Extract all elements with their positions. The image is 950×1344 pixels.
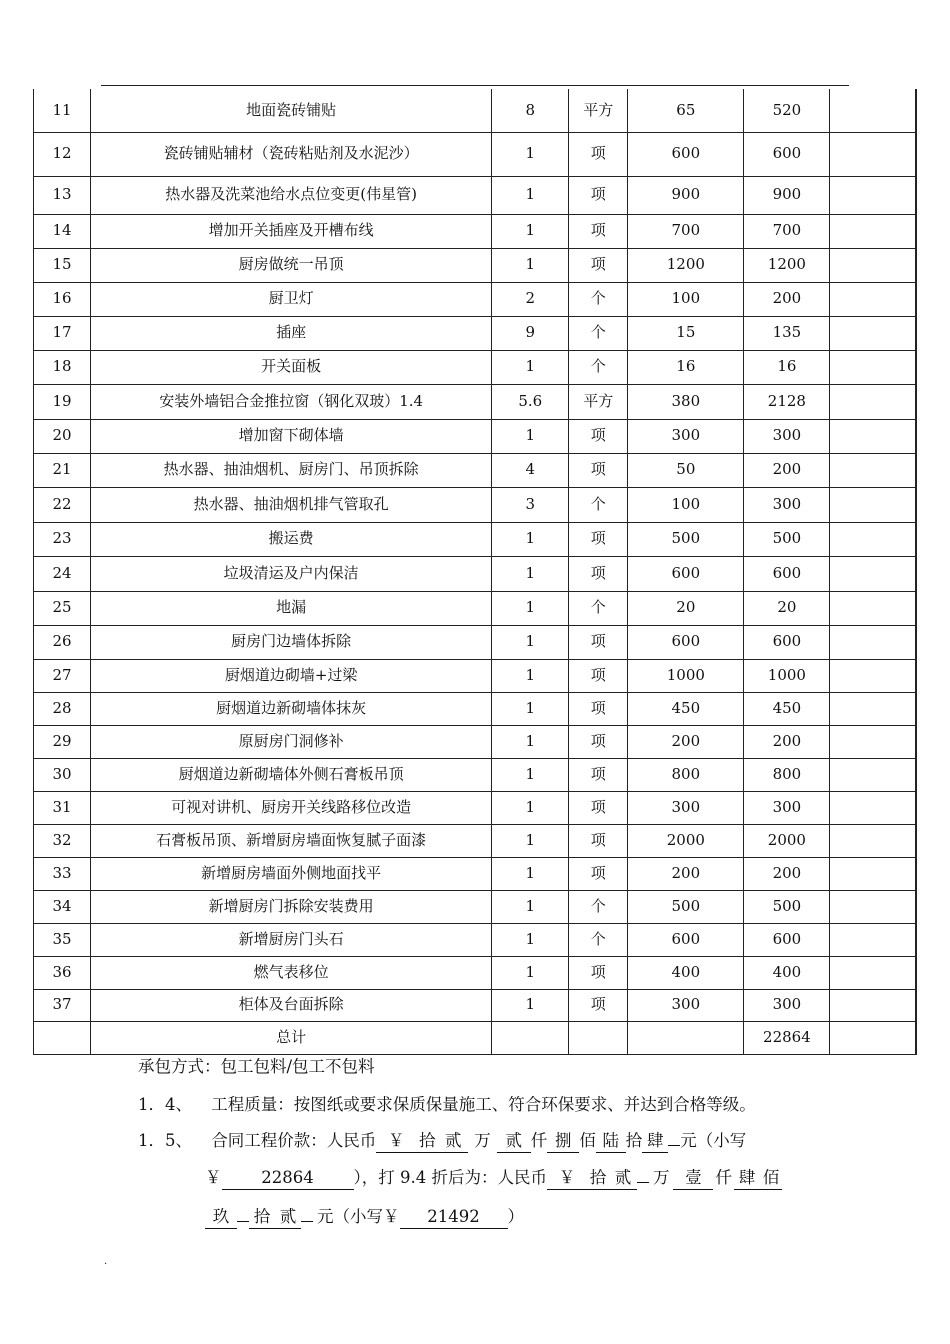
table-row	[34, 956, 917, 989]
table-row	[34, 591, 917, 625]
cell-item: 厨房做统一吊顶	[91, 248, 492, 282]
cell-price: 900	[628, 176, 744, 214]
cell-total: 1200	[744, 248, 830, 282]
cell-no: 15	[34, 248, 91, 282]
table-row	[34, 316, 917, 350]
table-row	[34, 556, 917, 591]
cell-total: 520	[744, 89, 830, 132]
cell-unit: 项	[569, 791, 628, 824]
cell-item: 地漏	[91, 591, 492, 625]
cell-note	[830, 758, 916, 791]
price-label: 合同工程价款：人民币	[211, 1131, 377, 1150]
cell-unit: 项	[569, 824, 628, 857]
amount-digit: 陆	[596, 1130, 626, 1153]
cell-no: 17	[34, 316, 91, 350]
yen-sign: ￥	[205, 1168, 222, 1187]
cell-total: 300	[744, 989, 830, 1021]
table-row	[34, 89, 917, 132]
amount-digit: 捌	[547, 1130, 579, 1153]
amount-blank	[637, 1182, 649, 1183]
cell-unit: 项	[569, 989, 628, 1021]
table-row	[34, 923, 917, 956]
cell-note	[830, 384, 916, 419]
cell-note	[830, 248, 916, 282]
cell-unit: 项	[569, 248, 628, 282]
cell-no: 26	[34, 625, 91, 659]
cell-note	[830, 556, 916, 591]
summary-empty-cell	[569, 1021, 628, 1054]
amount-unit: 元（小写	[680, 1131, 747, 1150]
summary-empty-cell	[628, 1021, 744, 1054]
cell-total: 300	[744, 419, 830, 453]
cell-note	[830, 591, 916, 625]
cell-item: 新增厨房墙面外侧地面找平	[91, 857, 492, 890]
cell-qty: 9	[492, 316, 569, 350]
yen-sign: ￥	[547, 1167, 587, 1190]
cell-total: 900	[744, 176, 830, 214]
cell-price: 1200	[628, 248, 744, 282]
table-row	[34, 692, 917, 725]
amount-unit: 仟	[530, 1131, 548, 1150]
price-clause-line-1	[138, 1129, 746, 1153]
cell-unit: 项	[569, 692, 628, 725]
contract-mode: 承包方式：包工包料/包工不包料	[138, 1057, 375, 1076]
cell-qty: 4	[492, 453, 569, 487]
amount-unit: 拾	[625, 1131, 643, 1150]
cell-no: 22	[34, 487, 91, 522]
cell-item: 柜体及台面拆除	[91, 989, 492, 1021]
cell-price: 300	[628, 989, 744, 1021]
cell-unit: 项	[569, 132, 628, 176]
cell-qty: 1	[492, 824, 569, 857]
cell-unit: 项	[569, 453, 628, 487]
cell-price: 500	[628, 522, 744, 556]
cell-item: 安装外墙铝合金推拉窗（钢化双玻）1.4	[91, 384, 492, 419]
table-row	[34, 625, 917, 659]
cell-unit: 个	[569, 890, 628, 923]
cell-price: 380	[628, 384, 744, 419]
cell-qty: 1	[492, 214, 569, 248]
cell-unit: 个	[569, 923, 628, 956]
cell-note	[830, 89, 916, 132]
cell-item: 增加窗下砌体墙	[91, 419, 492, 453]
cell-total: 600	[744, 923, 830, 956]
cell-unit: 个	[569, 316, 628, 350]
amount-unit: 万	[652, 1168, 670, 1187]
table-row	[34, 758, 917, 791]
cell-note	[830, 890, 916, 923]
amount-figure: 22864	[222, 1167, 354, 1190]
cell-price: 20	[628, 591, 744, 625]
cell-price: 700	[628, 214, 744, 248]
summary-empty-cell	[830, 1021, 916, 1054]
cell-total: 500	[744, 890, 830, 923]
cell-note	[830, 956, 916, 989]
cell-total: 600	[744, 556, 830, 591]
cell-note	[830, 692, 916, 725]
amount-unit: 佰	[579, 1131, 596, 1150]
cell-total: 16	[744, 350, 830, 384]
cell-price: 600	[628, 625, 744, 659]
cell-total: 500	[744, 522, 830, 556]
cell-total: 2000	[744, 824, 830, 857]
cell-unit: 个	[569, 350, 628, 384]
cell-qty: 1	[492, 791, 569, 824]
price-clause-line-2	[205, 1166, 782, 1190]
cell-no: 33	[34, 857, 91, 890]
cell-price: 300	[628, 791, 744, 824]
cell-unit: 个	[569, 487, 628, 522]
amount-unit: 万	[474, 1131, 491, 1150]
cell-no: 16	[34, 282, 91, 316]
cell-price: 500	[628, 890, 744, 923]
cell-unit: 项	[569, 214, 628, 248]
clause-number: 1．4、	[138, 1095, 192, 1114]
cell-note	[830, 453, 916, 487]
cell-no: 36	[34, 956, 91, 989]
cell-no: 11	[34, 89, 91, 132]
summary-row	[34, 1021, 917, 1054]
cell-total: 200	[744, 282, 830, 316]
cell-item: 石膏板吊顶、新增厨房墙面恢复腻子面漆	[91, 824, 492, 857]
cell-total: 200	[744, 725, 830, 758]
cell-unit: 项	[569, 176, 628, 214]
table-row	[34, 522, 917, 556]
cell-item: 新增厨房门头石	[91, 923, 492, 956]
cell-price: 1000	[628, 659, 744, 692]
page-dot: .	[104, 1256, 108, 1267]
table-row	[34, 791, 917, 824]
cell-no: 31	[34, 791, 91, 824]
table-row	[34, 857, 917, 890]
cell-note	[830, 791, 916, 824]
cell-qty: 1	[492, 758, 569, 791]
table-row	[34, 659, 917, 692]
amount-unit: 拾	[249, 1206, 275, 1229]
cell-item: 厨烟道边新砌墙体抹灰	[91, 692, 492, 725]
cell-price: 600	[628, 923, 744, 956]
cell-qty: 1	[492, 176, 569, 214]
cell-price: 450	[628, 692, 744, 725]
cell-total: 2128	[744, 384, 830, 419]
cell-qty: 1	[492, 659, 569, 692]
cell-note	[830, 625, 916, 659]
cell-total: 600	[744, 625, 830, 659]
closing-paren: ）	[507, 1207, 524, 1226]
amount-blank	[237, 1221, 249, 1222]
cell-note	[830, 419, 916, 453]
cell-unit: 项	[569, 857, 628, 890]
cell-item: 热水器及洗菜池给水点位变更(伟星管)	[91, 176, 492, 214]
amount-digit: 肆	[642, 1130, 668, 1153]
table-body	[34, 89, 917, 1054]
table-row	[34, 989, 917, 1021]
cell-no: 29	[34, 725, 91, 758]
cell-item: 增加开关插座及开槽布线	[91, 214, 492, 248]
cell-item: 插座	[91, 316, 492, 350]
cell-item: 开关面板	[91, 350, 492, 384]
cell-price: 16	[628, 350, 744, 384]
clause-number: 1．5、	[138, 1131, 192, 1150]
amount-unit: 元（小写￥	[317, 1207, 400, 1226]
cell-unit: 项	[569, 419, 628, 453]
cell-note	[830, 824, 916, 857]
cell-total: 300	[744, 487, 830, 522]
header-rule	[101, 85, 849, 86]
table-row	[34, 453, 917, 487]
cell-item: 可视对讲机、厨房开关线路移位改造	[91, 791, 492, 824]
cell-note	[830, 522, 916, 556]
cell-unit: 项	[569, 556, 628, 591]
cell-total: 20	[744, 591, 830, 625]
cell-no: 32	[34, 824, 91, 857]
cell-price: 200	[628, 857, 744, 890]
cell-no: 20	[34, 419, 91, 453]
cell-qty: 1	[492, 419, 569, 453]
summary-empty-cell	[492, 1021, 569, 1054]
cell-qty: 1	[492, 248, 569, 282]
cell-qty: 1	[492, 522, 569, 556]
cell-total: 700	[744, 214, 830, 248]
amount-unit: 佰	[760, 1167, 782, 1190]
amount-digit: 贰	[438, 1130, 468, 1153]
cell-total: 200	[744, 857, 830, 890]
cell-no: 37	[34, 989, 91, 1021]
cell-qty: 8	[492, 89, 569, 132]
cell-no: 28	[34, 692, 91, 725]
cell-total: 450	[744, 692, 830, 725]
cell-qty: 1	[492, 625, 569, 659]
summary-total: 22864	[744, 1021, 830, 1054]
cell-price: 200	[628, 725, 744, 758]
cell-total: 135	[744, 316, 830, 350]
amount-digit: 玖	[205, 1206, 237, 1229]
cell-item: 厨房门边墙体拆除	[91, 625, 492, 659]
cell-note	[830, 857, 916, 890]
table-row	[34, 890, 917, 923]
cell-total: 800	[744, 758, 830, 791]
cell-note	[830, 923, 916, 956]
cell-price: 2000	[628, 824, 744, 857]
cell-no: 12	[34, 132, 91, 176]
cell-total: 1000	[744, 659, 830, 692]
cell-unit: 项	[569, 625, 628, 659]
amount-digit: 贰	[609, 1167, 637, 1190]
cell-unit: 项	[569, 758, 628, 791]
cell-no: 34	[34, 890, 91, 923]
cell-note	[830, 350, 916, 384]
cell-qty: 1	[492, 692, 569, 725]
cell-price: 600	[628, 556, 744, 591]
amount-digit: 拾	[587, 1167, 609, 1190]
cell-price: 400	[628, 956, 744, 989]
cell-qty: 1	[492, 923, 569, 956]
cell-price: 50	[628, 453, 744, 487]
cell-item: 原厨房门洞修补	[91, 725, 492, 758]
cell-total: 600	[744, 132, 830, 176]
cell-unit: 个	[569, 282, 628, 316]
table-row	[34, 350, 917, 384]
cell-no: 23	[34, 522, 91, 556]
cell-item: 厨烟道边新砌墙体外侧石膏板吊顶	[91, 758, 492, 791]
cell-qty: 3	[492, 487, 569, 522]
cell-price: 800	[628, 758, 744, 791]
cell-no: 35	[34, 923, 91, 956]
table-row	[34, 248, 917, 282]
amount-digit: 贰	[275, 1206, 301, 1229]
summary-label: 总计	[91, 1021, 492, 1054]
amount-digit: 贰	[497, 1130, 531, 1153]
cell-no: 18	[34, 350, 91, 384]
table-row	[34, 725, 917, 758]
clause-text: 工程质量：按图纸或要求保质保量施工、符合环保要求、并达到合格等级。	[211, 1095, 756, 1114]
cell-price: 600	[628, 132, 744, 176]
table-row	[34, 214, 917, 248]
cell-item: 燃气表移位	[91, 956, 492, 989]
table-row	[34, 384, 917, 419]
amount-digit: 壹	[673, 1167, 713, 1190]
cell-unit: 项	[569, 725, 628, 758]
cell-unit: 项	[569, 659, 628, 692]
cell-no: 27	[34, 659, 91, 692]
cell-no: 13	[34, 176, 91, 214]
cell-total: 300	[744, 791, 830, 824]
amount-digit: 肆	[734, 1167, 760, 1190]
cell-note	[830, 282, 916, 316]
amount-blank	[668, 1145, 680, 1146]
cell-qty: 1	[492, 956, 569, 989]
table-row	[34, 824, 917, 857]
amount-blank	[301, 1221, 313, 1222]
cell-unit: 项	[569, 956, 628, 989]
cell-note	[830, 725, 916, 758]
cell-note	[830, 214, 916, 248]
cell-item: 厨烟道边砌墙+过梁	[91, 659, 492, 692]
amount-unit: 仟	[715, 1168, 732, 1187]
price-clause-line-3	[205, 1205, 524, 1229]
cell-unit: 项	[569, 522, 628, 556]
cell-price: 100	[628, 487, 744, 522]
cell-no: 21	[34, 453, 91, 487]
table-row	[34, 282, 917, 316]
amount-digit: 拾	[416, 1130, 438, 1153]
cell-unit: 平方	[569, 89, 628, 132]
cell-qty: 1	[492, 556, 569, 591]
cell-note	[830, 132, 916, 176]
cell-item: 搬运费	[91, 522, 492, 556]
cell-no: 25	[34, 591, 91, 625]
yen-sign: ￥	[376, 1130, 416, 1153]
cell-price: 65	[628, 89, 744, 132]
cell-price: 100	[628, 282, 744, 316]
cell-qty: 1	[492, 989, 569, 1021]
cell-item: 热水器、抽油烟机、厨房门、吊顶拆除	[91, 453, 492, 487]
table-row	[34, 487, 917, 522]
cell-no: 14	[34, 214, 91, 248]
table-row	[34, 419, 917, 453]
cell-note	[830, 659, 916, 692]
cell-price: 15	[628, 316, 744, 350]
cell-qty: 1	[492, 890, 569, 923]
cell-item: 垃圾清运及户内保洁	[91, 556, 492, 591]
cell-note	[830, 487, 916, 522]
cell-note	[830, 316, 916, 350]
cell-no: 30	[34, 758, 91, 791]
cell-qty: 1	[492, 857, 569, 890]
cell-qty: 1	[492, 591, 569, 625]
quotation-table	[33, 89, 917, 1055]
cell-item: 厨卫灯	[91, 282, 492, 316]
cell-note	[830, 989, 916, 1021]
summary-empty-cell	[34, 1021, 91, 1054]
cell-no: 24	[34, 556, 91, 591]
cell-item: 瓷砖铺贴辅材（瓷砖粘贴剂及水泥沙）	[91, 132, 492, 176]
cell-no: 19	[34, 384, 91, 419]
cell-total: 200	[744, 453, 830, 487]
cell-qty: 1	[492, 725, 569, 758]
cell-price: 300	[628, 419, 744, 453]
discounted-amount-figure: 21492	[400, 1206, 508, 1229]
cell-qty: 1	[492, 350, 569, 384]
cell-qty: 1	[492, 132, 569, 176]
cell-item: 热水器、抽油烟机排气管取孔	[91, 487, 492, 522]
discount-text: ），打 9.4 折后为：人民币	[353, 1168, 547, 1187]
table-row	[34, 132, 917, 176]
cell-unit: 平方	[569, 384, 628, 419]
cell-total: 400	[744, 956, 830, 989]
cell-item: 地面瓷砖铺贴	[91, 89, 492, 132]
cell-note	[830, 176, 916, 214]
cell-item: 新增厨房门拆除安装费用	[91, 890, 492, 923]
cell-qty: 5.6	[492, 384, 569, 419]
cell-unit: 个	[569, 591, 628, 625]
cell-qty: 2	[492, 282, 569, 316]
table-row	[34, 176, 917, 214]
quality-clause	[138, 1093, 756, 1117]
